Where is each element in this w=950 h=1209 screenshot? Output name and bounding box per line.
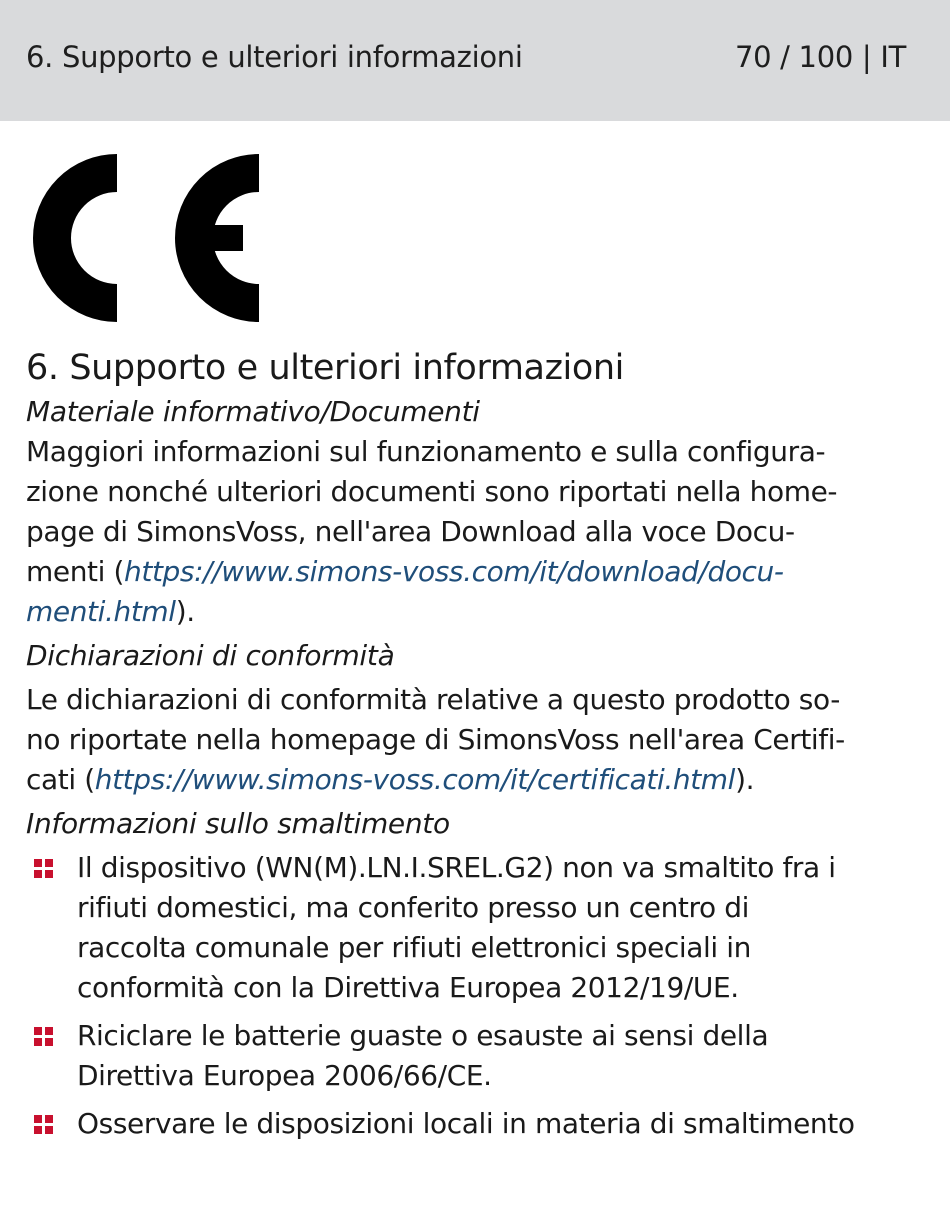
conformity-line-suffix: ).	[735, 763, 755, 796]
material-line-prefix: menti (	[26, 555, 125, 588]
red-square-bullet-icon	[34, 1115, 53, 1134]
list-item	[26, 1104, 916, 1144]
conformity-paragraph	[26, 680, 916, 800]
page-header	[0, 0, 950, 121]
section-title: 6. Supporto e ulteriori informazioni	[26, 348, 624, 388]
certificates-link[interactable]: https://www.simons-voss.com/it/certificati.html	[94, 763, 736, 796]
material-line-suffix: ).	[175, 595, 195, 628]
material-line: zione nonché ulteriori documenti sono riportati nella home-	[26, 475, 838, 508]
material-line	[26, 552, 916, 592]
list-item-line: raccolta comunale per rifiuti elettronici speciali in	[77, 931, 752, 964]
list-item-line: rifiuti domestici, ma conferito presso un centro di	[77, 891, 749, 924]
disposal-list	[26, 848, 916, 1144]
list-item-line: Riciclare le batterie guaste o esauste ai sensi della	[77, 1019, 769, 1052]
material-paragraph	[26, 432, 916, 632]
page-number: 70 / 100 | IT	[734, 40, 906, 74]
red-square-bullet-icon	[34, 1027, 53, 1046]
list-item-line: conformità con la Direttiva Europea 2012/19/UE.	[77, 971, 739, 1004]
conformity-line: Le dichiarazioni di conformità relative a questo prodotto so-	[26, 683, 840, 716]
list-item	[26, 848, 916, 1008]
download-link[interactable]: https://www.simons-voss.com/it/download/docu-	[124, 555, 784, 588]
list-item	[26, 1016, 916, 1096]
disposal-heading: Informazioni sullo smaltimento	[26, 807, 450, 840]
ce-marking-icon	[24, 153, 264, 323]
red-square-bullet-icon	[34, 859, 53, 878]
material-line: Maggiori informazioni sul funzionamento e sulla configura-	[26, 435, 826, 468]
download-link-cont[interactable]: menti.html	[26, 595, 176, 628]
material-line: page di SimonsVoss, nell'area Download alla voce Docu-	[26, 515, 795, 548]
material-line	[26, 592, 916, 632]
conformity-heading: Dichiarazioni di conformità	[26, 639, 395, 672]
list-item-line: Direttiva Europea 2006/66/CE.	[77, 1059, 492, 1092]
conformity-line: no riportate nella homepage di SimonsVoss nell'area Certifi-	[26, 723, 845, 756]
list-item-line: Il dispositivo (WN(M).LN.I.SREL.G2) non va smaltito fra i	[77, 851, 836, 884]
main-content	[26, 344, 916, 1152]
conformity-line-prefix: cati (	[26, 763, 95, 796]
material-heading: Materiale informativo/Documenti	[26, 395, 480, 428]
header-title: 6. Supporto e ulteriori informazioni	[26, 40, 523, 74]
conformity-line	[26, 760, 916, 800]
list-item-line: Osservare le disposizioni locali in materia di smaltimento	[77, 1107, 855, 1140]
